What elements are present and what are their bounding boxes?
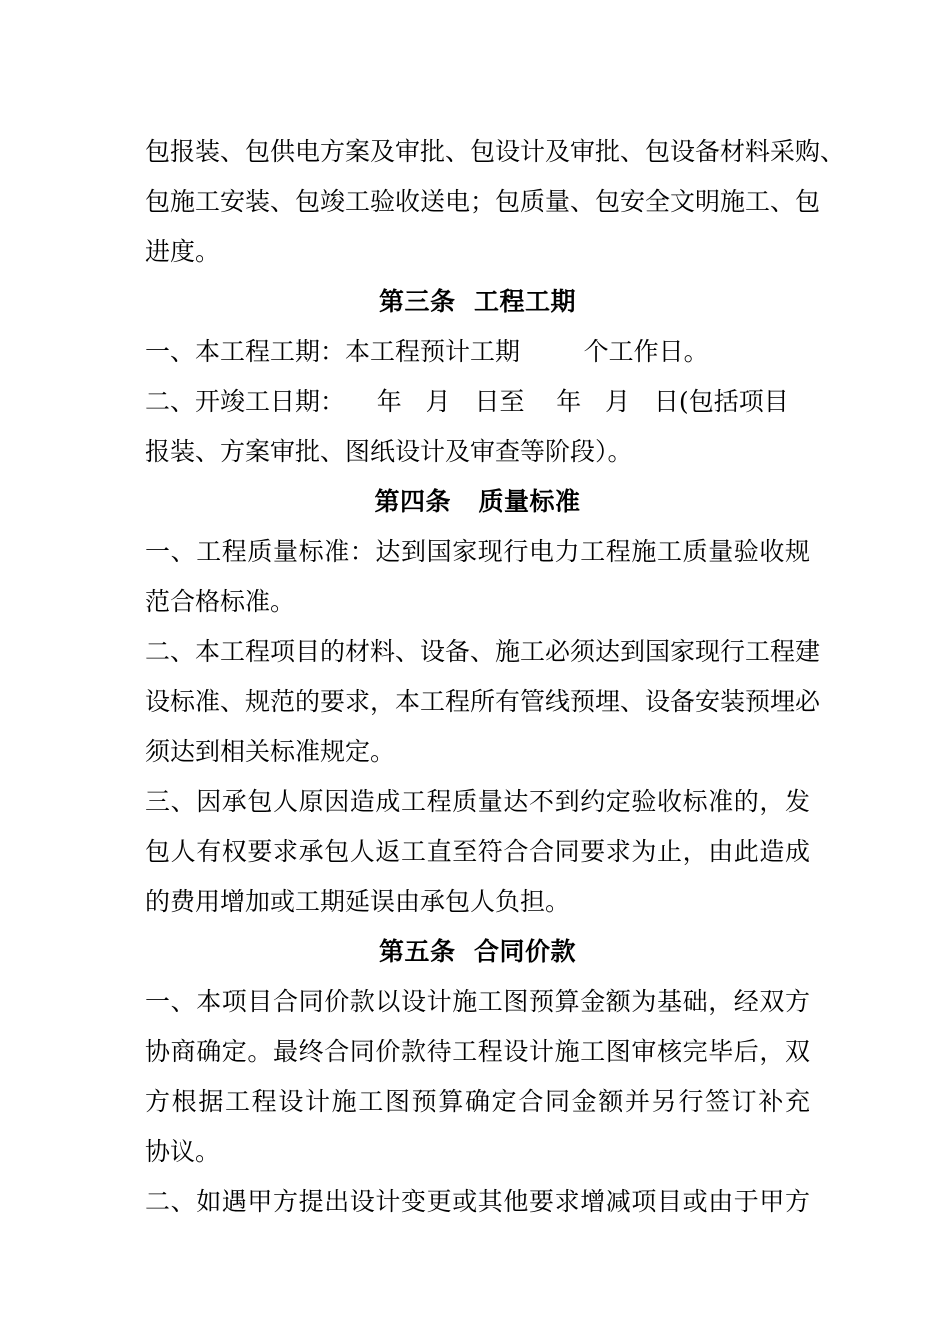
paragraph-line: 二、如遇甲方提出设计变更或其他要求增减项目或由于甲方 bbox=[145, 1187, 810, 1216]
paragraph-line: 包人有权要求承包人返工直至符合合同要求为止，由此造成 bbox=[145, 837, 810, 866]
paragraph-line: 包施工安装、包竣工验收送电；包质量、包安全文明施工、包 bbox=[145, 187, 821, 216]
paragraph-line: 报装、方案审批、图纸设计及审查等阶段）。 bbox=[145, 437, 633, 466]
paragraph-line: 一、本项目合同价款以设计施工图预算金额为基础，经双方 bbox=[145, 987, 810, 1016]
paragraph-line: 一、工程质量标准：达到国家现行电力工程施工质量验收规 bbox=[145, 537, 810, 566]
paragraph-line: 二、开竣工日期： 年 月 日至 年 月 日(包括项目 bbox=[145, 387, 789, 416]
paragraph-line: 三、因承包人原因造成工程质量达不到约定验收标准的，发 bbox=[145, 787, 810, 816]
paragraph-line: 方根据工程设计施工图预算确定合同金额并另行签订补充 bbox=[145, 1087, 810, 1116]
paragraph-line: 范合格标准。 bbox=[145, 587, 296, 616]
paragraph-line: 包报装、包供电方案及审批、包设计及审批、包设备材料采购、 bbox=[145, 137, 846, 166]
section-heading-5: 第五条 合同价款 bbox=[379, 937, 576, 966]
paragraph-line: 设标准、规范的要求，本工程所有管线预埋、设备安装预埋必 bbox=[145, 687, 821, 716]
paragraph-line: 协议。 bbox=[145, 1137, 221, 1166]
document-body bbox=[145, 127, 846, 1227]
paragraph-line: 须达到相关标准规定。 bbox=[145, 737, 396, 766]
paragraph-line: 进度。 bbox=[145, 237, 221, 266]
section-heading-3: 第三条 工程工期 bbox=[379, 287, 576, 316]
paragraph-line: 一、本工程工期：本工程预计工期 个工作日。 bbox=[145, 337, 709, 366]
section-heading-4: 第四条 质量标准 bbox=[374, 487, 581, 516]
paragraph-line: 协商确定。最终合同价款待工程设计施工图审核完毕后，双 bbox=[145, 1037, 810, 1066]
paragraph-line: 的费用增加或工期延误由承包人负担。 bbox=[145, 887, 571, 916]
paragraph-line: 二、本工程项目的材料、设备、施工必须达到国家现行工程建 bbox=[145, 637, 821, 666]
